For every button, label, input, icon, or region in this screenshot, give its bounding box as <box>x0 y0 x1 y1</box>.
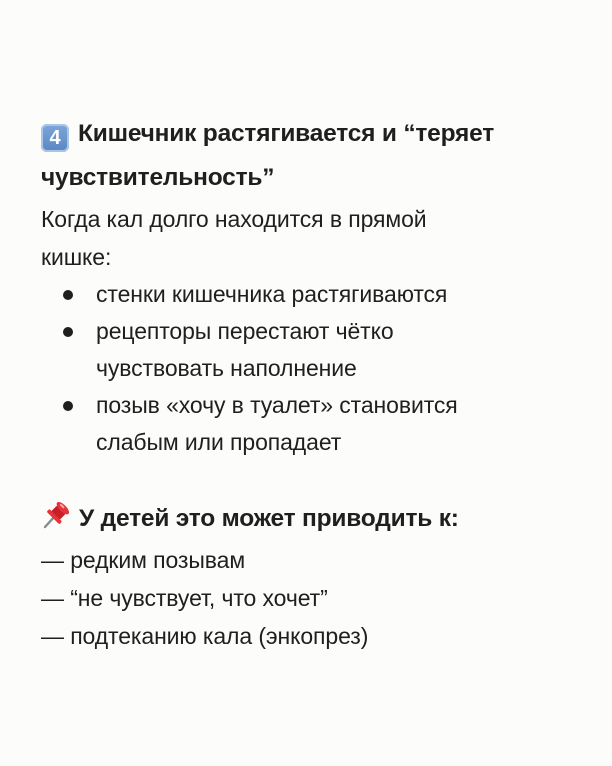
bullet-item <box>41 313 581 387</box>
bullet-item <box>41 276 581 313</box>
dash-item: — “не чувствует, что хочет” <box>41 585 328 611</box>
pushpin-icon <box>41 500 73 530</box>
bullet-text-continued: слабым или пропадает <box>96 429 342 455</box>
intro-paragraph <box>41 200 581 276</box>
bullet-text: рецепторы перестают чётко <box>96 318 394 344</box>
section-heading <box>41 112 581 200</box>
keycap-number-icon: 4 <box>41 124 69 152</box>
bullet-dot-icon <box>63 401 73 411</box>
heading-line-1 <box>41 112 581 156</box>
bullet-dot-icon <box>63 290 73 300</box>
bullet-text: позыв «хочу в туалет» становится <box>96 392 458 418</box>
section-heading <box>41 497 581 541</box>
section-spacer <box>41 461 581 497</box>
bullet-text-continued: чувствовать наполнение <box>96 355 357 381</box>
bullet-list <box>41 276 581 461</box>
bullet-text: стенки кишечника растягиваются <box>96 281 448 307</box>
note-content <box>41 112 581 655</box>
bullet-dot-icon <box>63 327 73 337</box>
heading-line-2: чувствительность” <box>41 164 275 191</box>
intro-line-1: Когда кал долго находится в прямой <box>41 206 427 232</box>
intro-line-2: кишке: <box>41 244 112 270</box>
dash-list <box>41 541 581 655</box>
subheading-text: У детей это может приводить к: <box>79 505 459 532</box>
heading-line-pin <box>41 497 581 541</box>
dash-item: — редким позывам <box>41 547 246 573</box>
heading-text-1: Кишечник растягивается и “теряет <box>78 120 495 147</box>
dash-item: — подтеканию кала (энкопрез) <box>41 623 369 649</box>
bullet-item <box>41 387 581 461</box>
